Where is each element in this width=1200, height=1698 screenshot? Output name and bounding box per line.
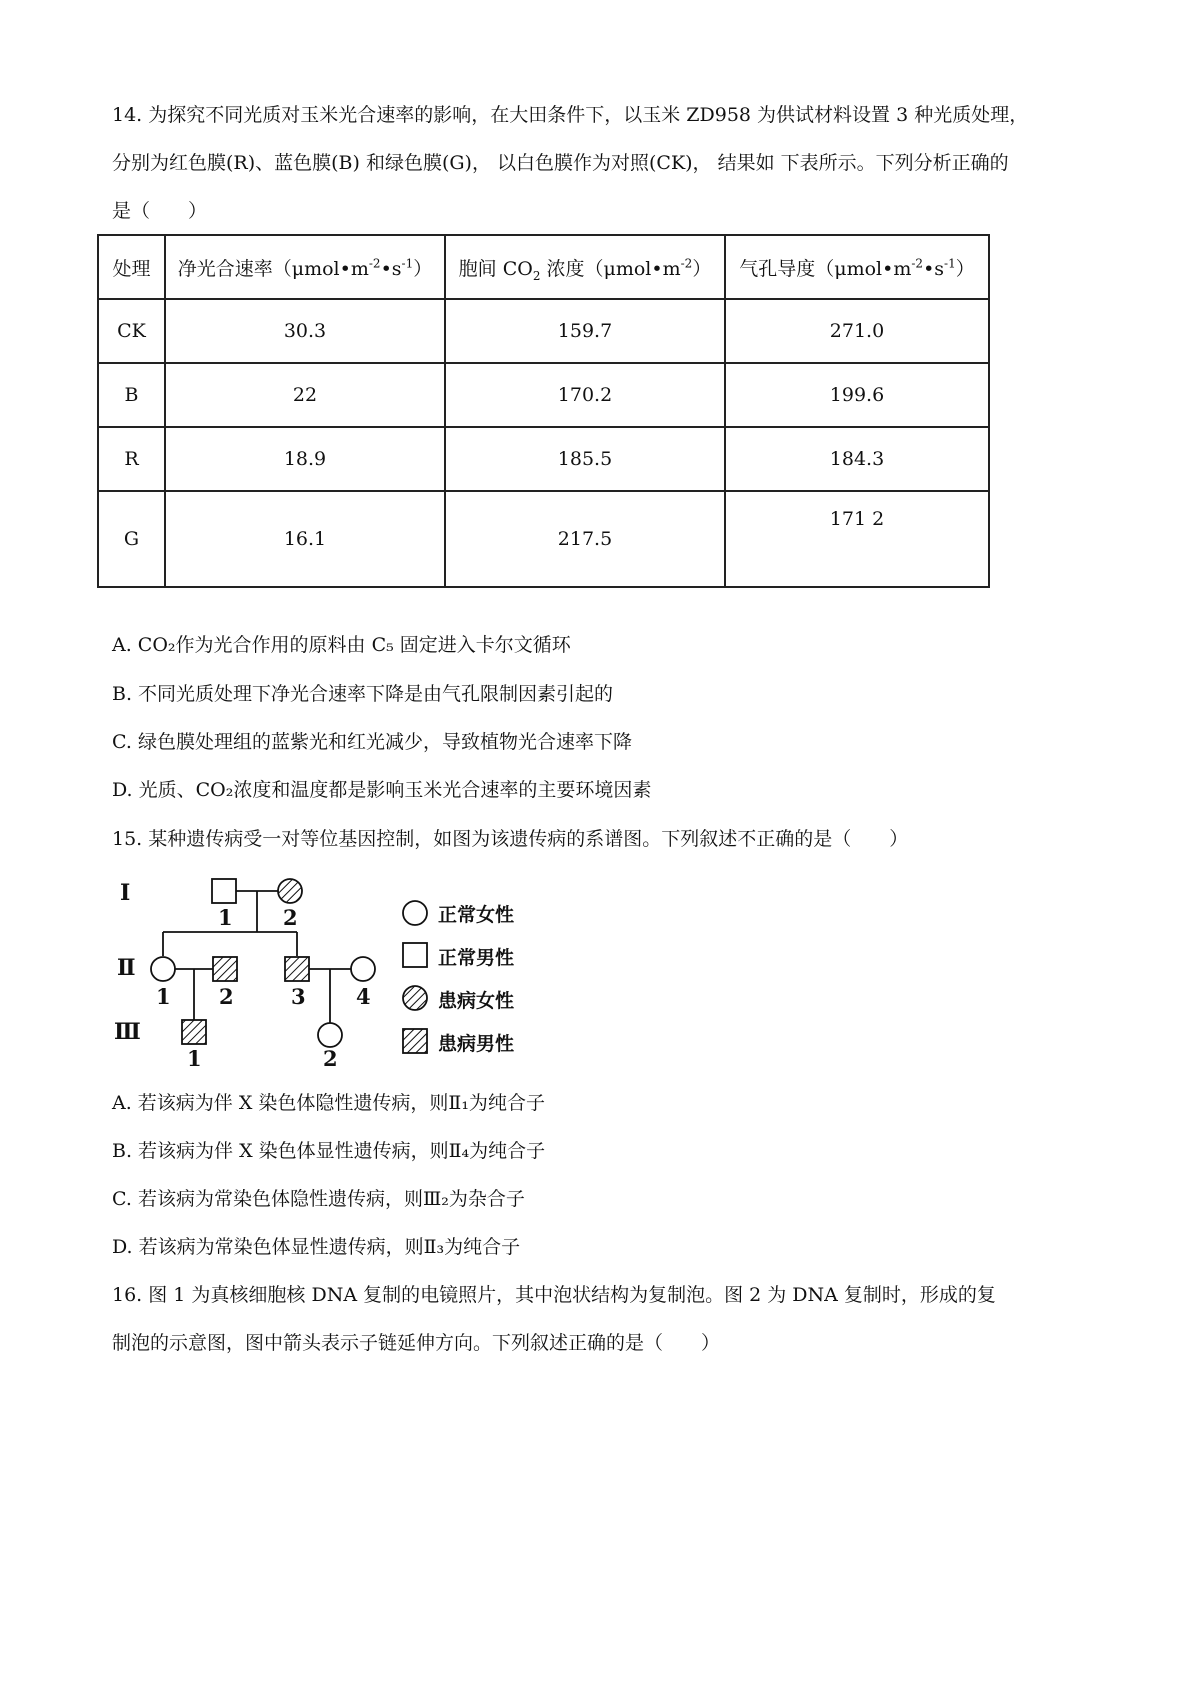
table-cell: 199.6 — [725, 363, 989, 427]
legend-affected-female: 患病女性 — [438, 990, 515, 1012]
legend-affected-female-symbol — [403, 986, 427, 1010]
table-cell: B — [98, 363, 165, 427]
q15-option-b: B. 若该病为伴 X 染色体显性遗传病，则Ⅱ₄为纯合子 — [112, 1140, 546, 1162]
pedigree-II2-affected-male — [213, 957, 237, 981]
q14-option-a: A. CO₂作为光合作用的原料由 C₅ 固定进入卡尔文循环 — [112, 634, 571, 656]
header-stomatal: 气孔导度$(\mu mol•m^{-2}•s^{-1})$ — [725, 235, 989, 299]
q14-option-c: C. 绿色膜处理组的蓝紫光和红光减少，导致植物光合速率下降 — [112, 731, 632, 753]
legend-normal-female: 正常女性 — [438, 904, 515, 926]
pedigree-label-III1: 1 — [187, 1046, 202, 1071]
q14-stem-line-2: 分别为红色膜(R)、蓝色膜(B) 和绿色膜(G)， 以白色膜作为对照(CK)， 结果如 下表所示。下列分析正确的 — [112, 152, 1009, 174]
table-cell: 159.7 — [445, 299, 725, 363]
pedigree-label-I1: 1 — [218, 905, 233, 930]
legend-affected-male-symbol — [403, 1029, 427, 1053]
q14-option-d: D. 光质、CO₂浓度和温度都是影响玉米光合速率的主要环境因素 — [112, 779, 652, 801]
legend-normal-female-symbol — [403, 901, 427, 925]
table-cell: 271.0 — [725, 299, 989, 363]
q16-stem-line-2: 制泡的示意图，图中箭头表示子链延伸方向。下列叙述正确的是（ ） — [112, 1332, 721, 1354]
pedigree-II3-affected-male — [285, 957, 309, 981]
header-treatment: 处理 — [98, 235, 165, 299]
q15-option-d: D. 若该病为常染色体显性遗传病，则Ⅱ₃为纯合子 — [112, 1236, 521, 1258]
pedigree-label-II1: 1 — [156, 984, 171, 1009]
legend-normal-male: 正常男性 — [438, 947, 515, 969]
q14-stem-line-3: 是（ ） — [112, 200, 208, 222]
legend-normal-male-symbol — [403, 943, 427, 967]
table-cell: CK — [98, 299, 165, 363]
q15-stem: 15. 某种遗传病受一对等位基因控制，如图为该遗传病的系谱图。下列叙述不正确的是（ ） — [112, 828, 909, 850]
table-cell: R — [98, 427, 165, 491]
legend-affected-male: 患病男性 — [438, 1033, 515, 1055]
pedigree-I1-normal-male — [212, 879, 236, 903]
pedigree-label-II2: 2 — [219, 984, 234, 1009]
table-cell: 184.3 — [725, 427, 989, 491]
q15-option-c: C. 若该病为常染色体隐性遗传病，则Ⅲ₂为杂合子 — [112, 1188, 525, 1210]
pedigree-gen-II: Ⅱ — [117, 955, 136, 981]
pedigree-III1-affected-male — [182, 1020, 206, 1044]
header-co2: 胞间 $CO_2$ 浓度$(\mu mol•m^{-2})$ — [445, 235, 725, 299]
table-cell: 30.3 — [165, 299, 445, 363]
pedigree-gen-III: Ⅲ — [114, 1019, 141, 1045]
table-cell: 185.5 — [445, 427, 725, 491]
pedigree-label-II3: 3 — [291, 984, 306, 1009]
table-cell: 170.2 — [445, 363, 725, 427]
pedigree-gen-I: Ⅰ — [120, 880, 131, 906]
table-cell: 22 — [165, 363, 445, 427]
header-net-rate: 净光合速率$(\mu mol•m^{-2}•s^{-1})$ — [165, 235, 445, 299]
pedigree-II1-normal-female — [151, 957, 175, 981]
pedigree-III2-normal-female — [318, 1023, 342, 1047]
q15-option-a: A. 若该病为伴 X 染色体隐性遗传病，则Ⅱ₁为纯合子 — [112, 1092, 545, 1114]
pedigree-label-II4: 4 — [356, 984, 371, 1009]
q14-option-b: B. 不同光质处理下净光合速率下降是由气孔限制因素引起的 — [112, 683, 614, 705]
pedigree-I2-affected-female — [278, 879, 302, 903]
table-cell: 18.9 — [165, 427, 445, 491]
table-cell: 171 2 — [725, 491, 989, 587]
pedigree-II4-normal-female — [351, 957, 375, 981]
table-cell: 217.5 — [445, 491, 725, 587]
q14-stem-line-1: 14. 为探究不同光质对玉米光合速率的影响，在大田条件下，以玉米 ZD958 为供试材料设置 3 种光质处理， — [112, 104, 1029, 126]
table-cell: 16.1 — [165, 491, 445, 587]
table-cell: G — [98, 491, 165, 587]
q16-stem-line-1: 16. 图 1 为真核细胞核 DNA 复制的电镜照片，其中泡状结构为复制泡。图 2 为 DNA 复制时，形成的复 — [112, 1284, 996, 1306]
pedigree-label-III2: 2 — [323, 1046, 338, 1071]
pedigree-label-I2: 2 — [283, 905, 298, 930]
